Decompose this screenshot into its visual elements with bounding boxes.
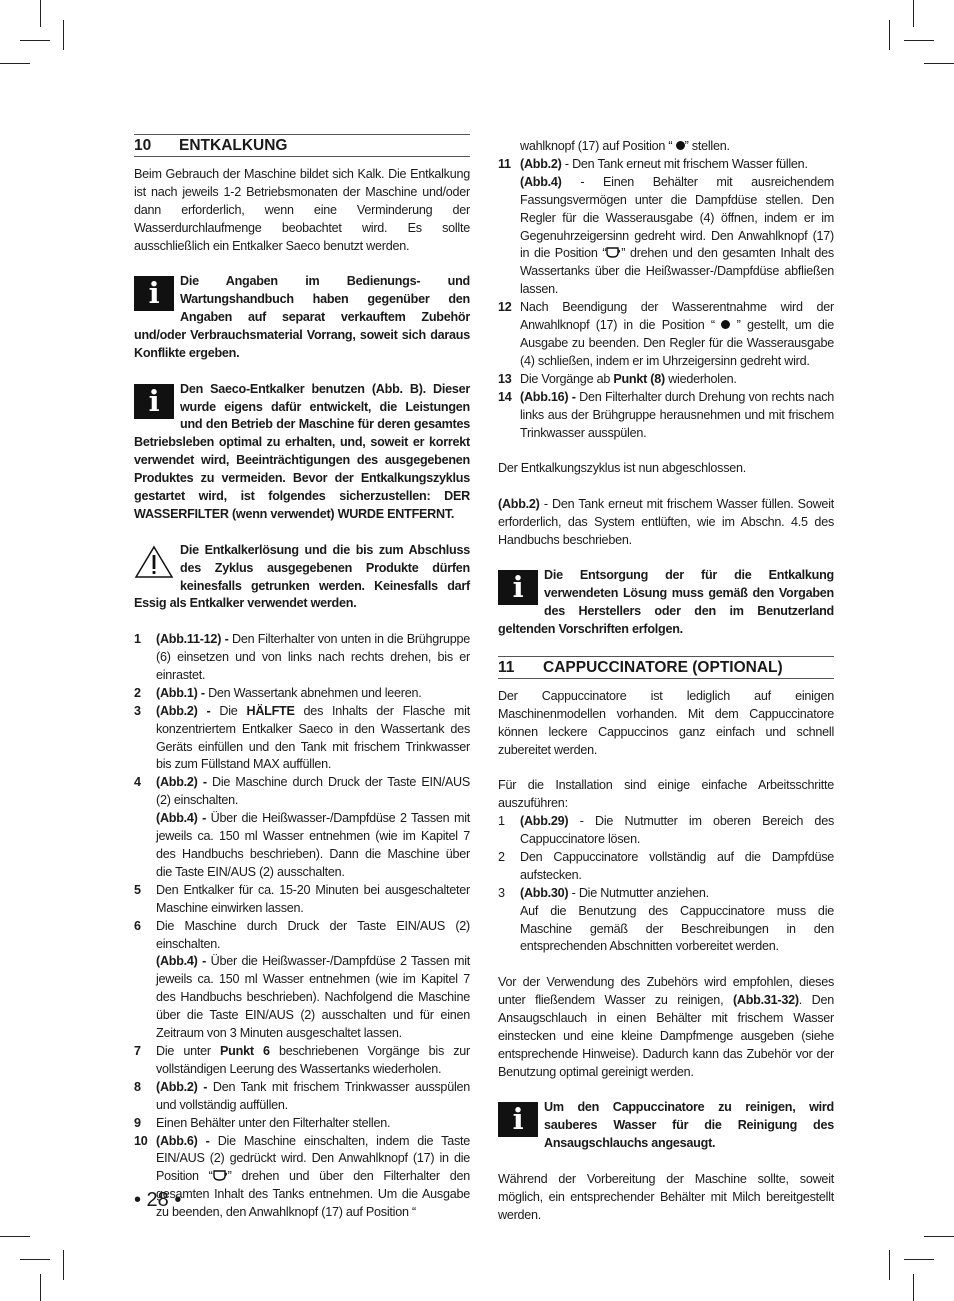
- crop-mark: [904, 1259, 934, 1260]
- descaling-steps: [134, 631, 470, 1222]
- info-note-text: Die Angaben im Bedienungs- und Wartungshandbuch haben gegenüber den Angaben auf separat verkauftem Zubehör und/oder Verbrauchsmaterial Vorrang, soweit sich daraus Konflikte ergeben.: [134, 274, 470, 360]
- list-item: 1 (Abb.29) - Die Nutmutter im oberen Bereich des Cappuccinatore lösen.: [498, 814, 834, 846]
- info-note-text: Um den Cappuccinatore zu reinigen, wird sauberes Wasser für die Reinigung des Ansaugschlauchs angesaugt.: [544, 1100, 834, 1151]
- crop-mark: [63, 1250, 64, 1280]
- crop-mark: [924, 63, 954, 64]
- list-item: 13 Die Vorgänge ab Punkt (8) wiederholen.: [498, 371, 737, 386]
- info-note: [498, 1099, 834, 1153]
- list-item: 3 (Abb.30) - Die Nutmutter anziehen. Auf die Benutzung des Cappuccinatore muss die Maschine gemäß der Beschreibungen in den entsprechenden Abschnitten vorbereitet werden.: [498, 885, 834, 954]
- info-note: [498, 567, 834, 639]
- info-icon: i: [498, 1102, 538, 1137]
- cappuccinatore-intro: Der Cappuccinatore ist lediglich auf einigen Maschinenmodellen vorhanden. Mit dem Cappuccinatore können leckere Cappuccinos ganz einfach und schnell zubereitet werden.: [498, 688, 834, 757]
- section-heading-entkalkung: [134, 134, 470, 157]
- warning-note: [134, 542, 470, 614]
- section-heading-cappuccinatore: [498, 656, 834, 679]
- list-item: 5 Den Entkalker für ca. 15-20 Minuten bei ausgeschalteter Maschine einwirken lassen.: [134, 882, 470, 915]
- info-note: [134, 381, 470, 524]
- steam-position-icon: [676, 141, 685, 150]
- list-item: 11 (Abb.2) - Den Tank erneut mit frischem Wasser füllen. (Abb.4) - Einen Behälter mit ausreichendem Fassungsvermögen unter die Dampfdüse stellen. Den Regler für die Wasserausgabe (4) öffnen, indem er im Gegenuhrzeigersinn gedreht wird. Den Anwahlknopf (17) in die Position “ ” drehen und den gesamten Inhalt des Wassertanks über die Heißwasser-/Dampfdüse abfließen lassen.: [498, 156, 834, 297]
- section-number: 11: [498, 658, 515, 676]
- crop-mark: [20, 1259, 50, 1260]
- info-icon: i: [134, 276, 174, 311]
- list-item: 3 (Abb.2) - Die HÄLFTE des Inhalts der Flasche mit konzentriertem Entkalker Saeco in den Wassertank des Geräts einfüllen und den Tank mit frischem Trinkwasser bis zum Füllstand MAX auffüllen.: [134, 703, 470, 772]
- crop-mark: [0, 63, 30, 64]
- milk-paragraph: Während der Vorbereitung der Maschine sollte, soweit möglich, ein entsprechender Behälter mit Milch bereitgestellt werden.: [498, 1171, 834, 1222]
- crop-mark: [904, 40, 934, 41]
- list-item: 2 (Abb.1) - Den Wassertank abnehmen und leeren.: [134, 685, 422, 700]
- list-item: 14 (Abb.16) - Den Filterhalter durch Drehung von rechts nach links aus der Brühgruppe herausnehmen und mit frischem Trinkwasser ausspülen.: [498, 389, 834, 440]
- info-icon: i: [134, 384, 174, 419]
- descaling-steps-continued: [498, 156, 834, 443]
- crop-mark: [40, 0, 41, 27]
- crop-mark: [63, 20, 64, 50]
- info-note-text: Die Entsorgung der für die Entkalkung verwendeten Lösung muss gemäß den Vorgaben des Herstellers oder den im Benutzerland geltenden Vorschriften erfolgen.: [498, 568, 834, 637]
- warning-icon: [134, 545, 174, 579]
- crop-mark: [913, 0, 914, 27]
- crop-mark: [889, 1250, 890, 1280]
- list-item: 4 (Abb.2) - Die Maschine durch Druck der Taste EIN/AUS (2) einschalten. (Abb.4) - Über die Heißwasser-/Dampfdüse 2 Tassen mit jeweils ca. 150 ml Wasser entnehmen (wie im Kapitel 7 des Handbuchs beschrieben). Dann die Maschine über die Taste EIN/AUS (2) ausschalten.: [134, 775, 470, 879]
- section-number: 10: [134, 137, 152, 154]
- list-item: 7 Die unter Punkt 6 beschriebenen Vorgänge bis zur vollständigen Leerung des Wassertanks wiederholen.: [134, 1043, 470, 1076]
- list-item: 12 Nach Beendigung der Wasserentnahme wird der Anwahlknopf (17) in die Position “ ” gestellt, um die Ausgabe zu beenden. Den Regler für die Wasserausgabe (4) schließen, indem er im Uhrzeigersinn gedreht wird.: [498, 300, 834, 368]
- page-number: • 28 •: [134, 1189, 182, 1211]
- section-title: CAPPUCCINATORE (OPTIONAL): [543, 658, 783, 676]
- crop-mark: [20, 40, 50, 41]
- intro-paragraph: Beim Gebrauch der Maschine bildet sich Kalk. Die Entkalkung ist nach jeweils 1-2 Betriebsmonaten der Maschine und/oder dann erforderlich, wenn eine Verminderung der Wasserdurchlaufmenge beobachtet wird. Es sollte ausschließlich ein Entkalker Saeco benutzt werden.: [134, 167, 470, 253]
- steam-position-icon: [721, 320, 730, 329]
- rinse-paragraph: Vor der Verwendung des Zubehörs wird empfohlen, dieses unter fließendem Wasser zu reinigen, (Abb.31-32). Den Ansaugschlauch in einen Behälter mit frischem Wasser einstecken und eine kleine Dampfmenge ausgeben (siehe entsprechende Hinweise). Dadurch kann das Zubehör vor der Benutzung optimal gereinigt werden.: [498, 975, 834, 1079]
- info-icon: i: [498, 570, 538, 605]
- after-descaling-text: (Abb.2) - Den Tank erneut mit frischem Wasser füllen. Soweit erforderlich, das System entlüften, wie im Abschn. 4.5 des Handbuchs beschrieben.: [498, 496, 834, 547]
- info-note-text: Den Saeco-Entkalker benutzen (Abb. B). Dieser wurde eigens dafür entwickelt, die Leistungen und den Betrieb der Maschine für deren gesamtes Betriebsleben optimal zu erhalten, und, soweit er korrekt verwendet wird, Beeinträchtigungen des ausgegebenen Produktes zu vermeiden. Bevor der Entkalkungszyklus gestartet wird, ist folgendes sicherzustellen: DER WASSERFILTER (wenn verwendet) WURDE ENTFERNT.: [134, 381, 470, 521]
- list-item: 2 Den Cappuccinatore vollständig auf die Dampfdüse aufstecken.: [498, 849, 834, 882]
- hot-water-cup-icon: [213, 1170, 228, 1181]
- crop-mark: [889, 20, 890, 50]
- installation-intro: Für die Installation sind einige einfache Arbeitsschritte auszuführen:: [498, 778, 834, 811]
- list-item-continued: wahlknopf (17) auf Position “ ” stellen.: [520, 139, 730, 153]
- crop-mark: [924, 1236, 954, 1237]
- list-item: 6 Die Maschine durch Druck der Taste EIN/AUS (2) einschalten. (Abb.4) - Über die Heißwasser-/Dampfdüse 2 Tassen mit jeweils ca. 150 ml Wasser entnehmen (wie im Kapitel 7 des Handbuchs beschrieben). Nachfolgend die Maschine über die Taste EIN/AUS (2) ausschalten und für einen Zeitraum von 3 Minuten ausgeschaltet lassen.: [134, 918, 470, 1041]
- info-note: [134, 273, 470, 363]
- hot-water-cup-icon: [606, 247, 621, 258]
- warning-note-text: Die Entkalkerlösung und die bis zum Abschluss des Zyklus ausgegebenen Produkte dürfen keinesfalls getrunken werden. Keinesfalls darf Essig als Entkalker verwendet werden.: [134, 542, 470, 611]
- right-column: [498, 138, 834, 1225]
- cycle-complete-text: Der Entkalkungszyklus ist nun abgeschlossen.: [498, 461, 747, 476]
- crop-mark: [913, 1274, 914, 1301]
- list-item: 10 (Abb.6) - Die Maschine einschalten, indem die Taste EIN/AUS (2) gedrückt wird. Den Anwahlknopf (17) in die Position “ ” drehen und über den Filterhalter den gesamten Inhalt des Tanks entnehmen. Um die Ausgabe zu beenden, den Anwahlknopf (17) auf Position “: [134, 1133, 470, 1220]
- crop-mark: [40, 1274, 41, 1301]
- list-item: 9 Einen Behälter unter den Filterhalter stellen.: [134, 1115, 391, 1130]
- installation-steps: [498, 813, 834, 956]
- list-item: 8 (Abb.2) - Den Tank mit frischem Trinkwasser ausspülen und vollständig auffüllen.: [134, 1079, 470, 1112]
- left-column: [134, 134, 470, 1222]
- list-item: 1 (Abb.11-12) - Den Filterhalter von unten in die Brühgruppe (6) einsetzen und von links nach rechts drehen, bis er einrastet.: [134, 632, 471, 682]
- crop-mark: [0, 1236, 30, 1237]
- section-title: ENTKALKUNG: [179, 137, 288, 154]
